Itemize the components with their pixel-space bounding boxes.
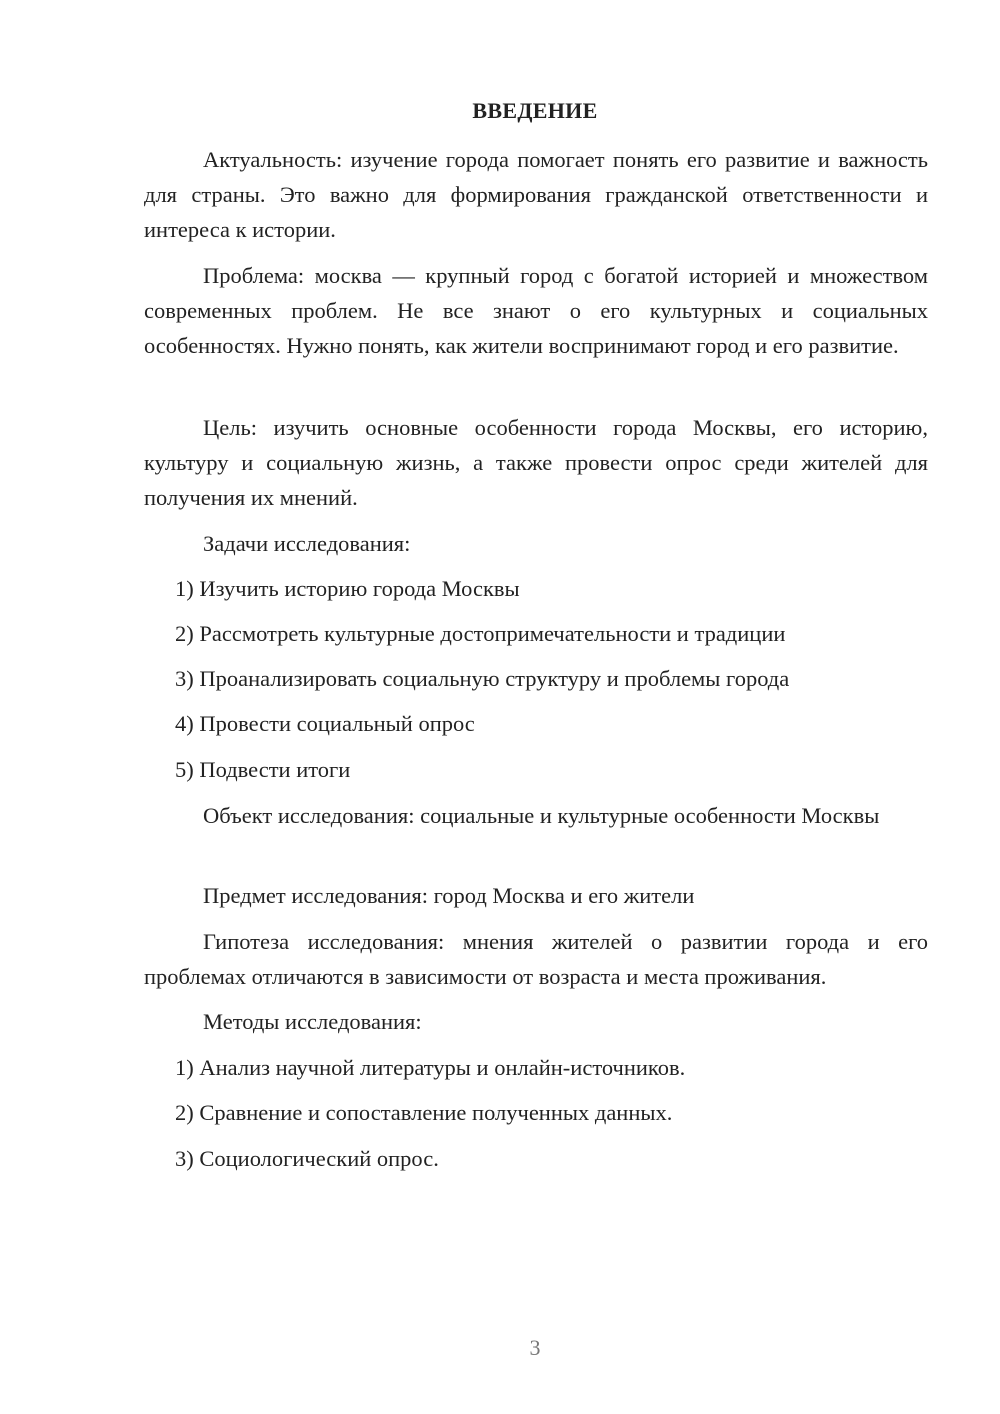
task-item: 5) Подвести итоги <box>175 757 351 782</box>
goal-paragraph: Цель: изучить основные особенности города Москвы, его историю, культуру и социальную жизнь, а также провести опрос среди жителей для получения их мнений. <box>144 415 928 510</box>
task-item: 3) Проанализировать социальную структуру и проблемы города <box>175 666 790 691</box>
page-title: ВВЕДЕНИЕ <box>472 98 598 123</box>
object-paragraph: Объект исследования: социальные и культурные особенности Москвы <box>203 803 880 828</box>
method-item: 2) Сравнение и сопоставление полученных данных. <box>175 1100 673 1125</box>
task-item: 1) Изучить историю города Москвы <box>175 576 520 601</box>
page-number: 3 <box>529 1335 541 1360</box>
subject-paragraph: Предмет исследования: город Москва и его жители <box>203 883 695 908</box>
problem-paragraph: Проблема: москва — крупный город с богатой историей и множеством современных проблем. Не все знают о его культурных и социальных особенностях. Нужно понять, как жители воспринимают город и его развитие. <box>144 263 928 358</box>
method-item: 1) Анализ научной литературы и онлайн-источников. <box>175 1055 686 1080</box>
tasks-heading: Задачи исследования: <box>203 531 411 556</box>
hypothesis-paragraph: Гипотеза исследования: мнения жителей о развитии города и его проблемах отличаются в зависимости от возраста и места проживания. <box>144 929 928 989</box>
task-item: 4) Провести социальный опрос <box>175 711 475 736</box>
method-item: 3) Социологический опрос. <box>175 1146 439 1171</box>
task-item: 2) Рассмотреть культурные достопримечательности и традиции <box>175 621 786 646</box>
relevance-paragraph: Актуальность: изучение города помогает понять его развитие и важность для страны. Это важно для формирования гражданской ответственности и интереса к истории. <box>144 147 928 242</box>
methods-heading: Методы исследования: <box>203 1009 422 1034</box>
